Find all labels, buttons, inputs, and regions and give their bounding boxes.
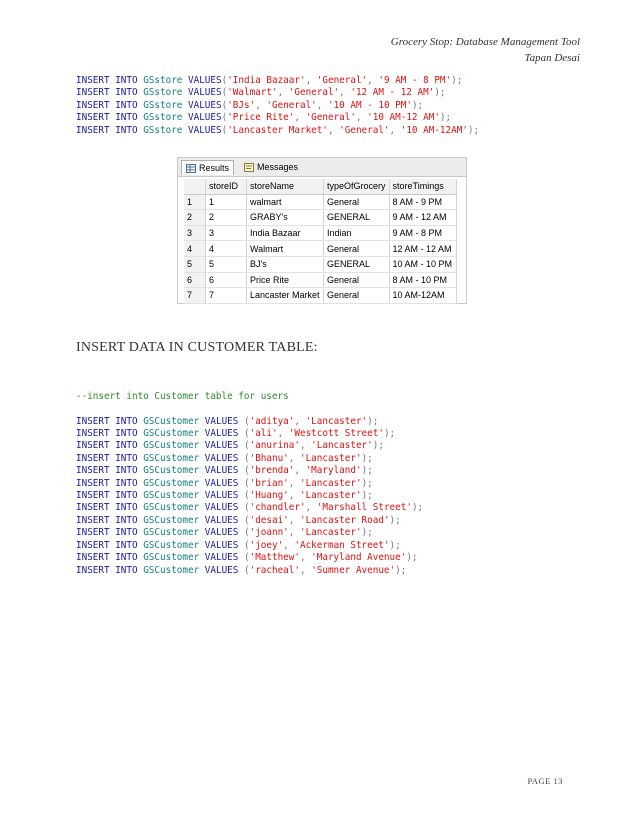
sql-keyword: VALUES — [204, 465, 239, 477]
sql-keyword: INSERT — [76, 124, 110, 136]
sql-keyword: VALUES — [188, 112, 222, 124]
table-cell[interactable]: 7 — [206, 288, 247, 304]
sql-string-literal: 'Huang' — [249, 490, 289, 502]
table-row[interactable] — [184, 256, 456, 272]
sql-string-literal: 'Lancaster Market' — [227, 124, 328, 136]
table-cell[interactable]: 9 AM - 12 AM — [389, 210, 456, 226]
sql-keyword: INTO — [115, 539, 138, 551]
sql-string-literal: 'racheal' — [249, 564, 300, 576]
sql-line: INSERT INTO GSCustomer VALUES ('brian', 'Lancaster'); — [76, 477, 373, 489]
sql-string-literal: 'chandler' — [249, 502, 306, 514]
sql-line: INSERT INTO GSCustomer VALUES ('Matthew', 'Maryland Avenue'); — [76, 552, 418, 564]
results-pane — [177, 157, 467, 304]
sql-keyword: INSERT — [76, 527, 110, 539]
sql-string-literal: 'Lancaster' — [299, 452, 362, 464]
row-number-cell[interactable]: 7 — [184, 288, 206, 304]
column-header[interactable]: typeOfGrocery — [324, 179, 390, 194]
sql-string-literal: 'Walmart' — [227, 87, 278, 99]
sql-keyword: INTO — [115, 112, 138, 124]
sql-keyword: VALUES — [204, 527, 239, 539]
sql-table-name: GSstore — [143, 75, 183, 86]
column-header[interactable]: storeTimings — [389, 179, 456, 194]
table-cell[interactable]: General — [324, 194, 390, 210]
sql-line: INSERT INTO GSstore VALUES('India Bazaar', 'General', '9 AM - 8 PM'); — [76, 75, 463, 86]
sql-table-name: GSCustomer — [143, 490, 200, 502]
sql-string-literal: 'Lancaster' — [299, 527, 362, 539]
sql-keyword: INSERT — [76, 564, 110, 576]
sql-keyword: INTO — [115, 87, 138, 99]
sql-keyword: INSERT — [76, 112, 110, 124]
table-cell[interactable]: General — [324, 272, 390, 288]
sql-string-literal: 'Lancaster' — [299, 477, 362, 489]
sql-comment: --insert into Customer table for users — [76, 390, 289, 402]
sql-keyword: VALUES — [204, 452, 239, 464]
customer-section-heading: INSERT DATA IN CUSTOMER TABLE: — [76, 340, 318, 355]
sql-string-literal: 'Lancaster' — [299, 490, 362, 502]
row-number-cell[interactable]: 2 — [184, 210, 206, 226]
sql-string-literal: 'Lancaster' — [311, 440, 373, 452]
sql-keyword: VALUES — [188, 75, 222, 86]
table-cell[interactable]: General — [324, 288, 390, 304]
table-cell[interactable]: 4 — [206, 241, 247, 257]
row-number-header — [184, 179, 206, 194]
row-number-cell[interactable]: 1 — [184, 194, 206, 210]
sql-string-literal: 'Maryland' — [305, 465, 362, 477]
sql-keyword: INTO — [115, 440, 138, 452]
sql-line: INSERT INTO GSstore VALUES('Lancaster Market', 'General', '10 AM-12AM'); — [76, 124, 480, 136]
sql-line: INSERT INTO GSCustomer VALUES ('chandler', 'Marshall Street'); — [76, 502, 424, 514]
sql-line: INSERT INTO GSCustomer VALUES ('ali', 'Westcott Street'); — [76, 428, 396, 440]
sql-keyword: VALUES — [204, 490, 239, 502]
sql-keyword: INTO — [115, 564, 138, 576]
table-cell[interactable]: BJ's — [247, 256, 324, 272]
sql-keyword: INTO — [115, 502, 138, 514]
table-cell[interactable]: 2 — [206, 210, 247, 226]
sql-string-literal: '12 AM - 12 AM' — [350, 87, 435, 99]
sql-keyword: INSERT — [76, 514, 110, 526]
table-row[interactable] — [184, 210, 456, 226]
table-row[interactable] — [184, 241, 456, 257]
table-cell[interactable]: Lancaster Market — [247, 288, 324, 304]
sql-string-literal: 'Maryland Avenue' — [311, 552, 407, 564]
sql-keyword: INSERT — [76, 477, 110, 489]
sql-string-literal: 'General' — [305, 112, 356, 124]
sql-keyword: VALUES — [204, 440, 239, 452]
sql-table-name: GSstore — [143, 87, 183, 99]
sql-table-name: GSCustomer — [143, 502, 200, 514]
sql-keyword: VALUES — [188, 124, 222, 136]
sql-table-name: GSstore — [143, 112, 183, 124]
sql-line: INSERT INTO GSCustomer VALUES ('anurina', 'Lancaster'); — [76, 440, 384, 452]
tab-results-label: Results — [199, 163, 230, 173]
sql-keyword: INTO — [115, 465, 138, 477]
sql-keyword: INTO — [115, 527, 138, 539]
sql-line: INSERT INTO GSCustomer VALUES ('Huang', 'Lancaster'); — [76, 490, 373, 502]
table-cell[interactable]: General — [324, 241, 390, 257]
table-cell[interactable]: walmart — [247, 194, 324, 210]
sql-string-literal: 'Westcott Street' — [288, 428, 384, 440]
sql-keyword: INSERT — [76, 502, 110, 514]
table-cell[interactable]: 8 AM - 10 PM — [389, 272, 456, 288]
sql-keyword: INSERT — [76, 75, 110, 86]
sql-keyword: INSERT — [76, 465, 110, 477]
table-cell[interactable]: GRABY's — [247, 210, 324, 226]
table-cell[interactable]: GENERAL — [324, 256, 390, 272]
sql-keyword: VALUES — [204, 552, 239, 564]
sql-keyword: INSERT — [76, 452, 110, 464]
tab-results[interactable] — [181, 160, 234, 175]
sql-keyword: VALUES — [204, 415, 239, 427]
sql-keyword: INTO — [115, 124, 138, 136]
sql-table-name: GSCustomer — [143, 440, 200, 452]
sql-keyword: INTO — [115, 75, 138, 86]
sql-keyword: INSERT — [76, 490, 110, 502]
results-grid — [184, 179, 457, 304]
sql-keyword: INTO — [115, 428, 138, 440]
sql-table-name: GSCustomer — [143, 415, 200, 427]
sql-line: INSERT INTO GSCustomer VALUES ('joann', 'Lancaster'); — [76, 527, 373, 539]
table-row[interactable] — [184, 194, 456, 210]
table-cell[interactable]: Walmart — [247, 241, 324, 257]
sql-table-name: GSstore — [143, 99, 183, 111]
row-number-cell[interactable]: 5 — [184, 256, 206, 272]
sql-table-name: GSCustomer — [143, 539, 200, 551]
sql-table-name: GSCustomer — [143, 477, 200, 489]
sql-line: INSERT INTO GSstore VALUES('Walmart', 'General', '12 AM - 12 AM'); — [76, 87, 446, 99]
sql-keyword: VALUES — [204, 539, 239, 551]
sql-string-literal: 'Sumner Avenue' — [311, 564, 396, 576]
sql-string-literal: 'joann' — [249, 527, 289, 539]
sql-table-name: GSCustomer — [143, 465, 200, 477]
page-header — [391, 34, 580, 66]
sql-keyword: INTO — [115, 490, 138, 502]
column-header[interactable]: storeID — [206, 179, 247, 194]
table-cell[interactable]: 8 AM - 9 PM — [389, 194, 456, 210]
table-cell[interactable]: India Bazaar — [247, 225, 324, 241]
sql-keyword: INTO — [115, 99, 138, 111]
table-cell[interactable]: 1 — [206, 194, 247, 210]
sql-keyword: INSERT — [76, 440, 110, 452]
sql-line: INSERT INTO GSstore VALUES('Price Rite', 'General', '10 AM-12 AM'); — [76, 112, 452, 124]
sql-table-name: GSCustomer — [143, 514, 200, 526]
table-row[interactable] — [184, 272, 456, 288]
table-cell[interactable]: 10 AM-12AM — [389, 288, 456, 304]
sql-keyword: INTO — [115, 452, 138, 464]
sql-table-name: GSCustomer — [143, 428, 200, 440]
sql-string-literal: 'Lancaster Road' — [299, 514, 390, 526]
row-number-cell[interactable]: 4 — [184, 241, 206, 257]
sql-keyword: INSERT — [76, 99, 110, 111]
sql-keyword: VALUES — [204, 477, 239, 489]
row-number-cell[interactable]: 6 — [184, 272, 206, 288]
tab-messages[interactable] — [240, 160, 302, 174]
sql-string-literal: 'Bhanu' — [249, 452, 289, 464]
sql-table-name: GSCustomer — [143, 452, 200, 464]
sql-string-literal: 'ali' — [249, 428, 278, 440]
table-cell[interactable]: Indian — [324, 225, 390, 241]
sql-string-literal: '10 AM - 10 PM' — [327, 99, 412, 111]
tab-messages-label: Messages — [257, 162, 299, 172]
sql-keyword: INSERT — [76, 552, 110, 564]
sql-string-literal: 'India Bazaar' — [227, 75, 306, 86]
sql-string-literal: 'General' — [266, 99, 317, 111]
row-number-cell[interactable]: 3 — [184, 225, 206, 241]
sql-table-name: GSCustomer — [143, 552, 200, 564]
sql-keyword: INTO — [115, 514, 138, 526]
sql-string-literal: 'Matthew' — [249, 552, 300, 564]
sql-keyword: INSERT — [76, 428, 110, 440]
sql-keyword: INTO — [115, 415, 138, 427]
sql-line: INSERT INTO GSCustomer VALUES ('joey', 'Ackerman Street'); — [76, 539, 401, 551]
sql-keyword: VALUES — [204, 428, 239, 440]
sql-string-literal: 'brian' — [249, 477, 289, 489]
sql-table-name: GSstore — [143, 124, 183, 136]
table-cell[interactable]: 12 AM - 12 AM — [389, 241, 456, 257]
sql-string-literal: 'General' — [316, 75, 368, 86]
table-cell[interactable]: 10 AM - 10 PM — [389, 256, 456, 272]
results-header-row — [184, 179, 456, 194]
table-cell[interactable]: 6 — [206, 272, 247, 288]
sql-string-literal: 'desai' — [249, 514, 289, 526]
sql-line: INSERT INTO GSCustomer VALUES ('aditya', 'Lancaster'); — [76, 415, 379, 427]
sql-string-literal: '10 AM-12 AM' — [367, 112, 440, 124]
table-cell[interactable]: Price Rite — [247, 272, 324, 288]
sql-line: INSERT INTO GSCustomer VALUES ('desai', 'Lancaster Road'); — [76, 514, 401, 526]
sql-line: INSERT INTO GSCustomer VALUES ('brenda', 'Maryland'); — [76, 465, 373, 477]
column-header[interactable]: storeName — [247, 179, 324, 194]
store-insert-code — [76, 75, 479, 137]
table-row[interactable] — [184, 288, 456, 304]
table-cell[interactable]: 9 AM - 8 PM — [389, 225, 456, 241]
messages-icon — [244, 163, 254, 172]
sql-table-name: GSCustomer — [143, 564, 200, 576]
table-row[interactable] — [184, 225, 456, 241]
customer-insert-code — [76, 366, 423, 577]
sql-string-literal: 'General' — [288, 87, 340, 99]
sql-keyword: INSERT — [76, 539, 110, 551]
sql-keyword: INTO — [115, 552, 138, 564]
sql-string-literal: '9 AM - 8 PM' — [378, 75, 452, 86]
sql-string-literal: 'anurina' — [249, 440, 300, 452]
table-cell[interactable]: 5 — [206, 256, 247, 272]
sql-string-literal: 'Ackerman Street' — [294, 539, 390, 551]
sql-table-name: GSCustomer — [143, 527, 200, 539]
sql-string-literal: 'joey' — [249, 539, 284, 551]
document-author: Tapan Desai — [524, 52, 580, 64]
sql-string-literal: 'Marshall Street' — [316, 502, 412, 514]
table-cell[interactable]: 3 — [206, 225, 247, 241]
table-cell[interactable]: GENERAL — [324, 210, 390, 226]
sql-string-literal: '10 AM-12AM' — [400, 124, 468, 136]
sql-line: INSERT INTO GSCustomer VALUES ('Bhanu', 'Lancaster'); — [76, 452, 373, 464]
sql-string-literal: 'aditya' — [249, 415, 295, 427]
sql-keyword: VALUES — [188, 99, 222, 111]
sql-line: INSERT INTO GSCustomer VALUES ('racheal', 'Sumner Avenue'); — [76, 564, 407, 576]
sql-keyword: VALUES — [204, 502, 239, 514]
sql-string-literal: 'brenda' — [249, 465, 295, 477]
results-grid-icon — [186, 164, 196, 173]
sql-string-literal: 'Lancaster' — [305, 415, 368, 427]
sql-keyword: INSERT — [76, 415, 110, 427]
sql-keyword: VALUES — [204, 514, 239, 526]
sql-line: INSERT INTO GSstore VALUES('BJs', 'General', '10 AM - 10 PM'); — [76, 99, 424, 111]
sql-keyword: INTO — [115, 477, 138, 489]
sql-keyword: VALUES — [204, 564, 239, 576]
sql-string-literal: 'Price Rite' — [227, 112, 295, 124]
sql-string-literal: 'General' — [339, 124, 390, 136]
sql-keyword: INSERT — [76, 87, 110, 99]
page-number: PAGE 13 — [527, 776, 563, 786]
sql-string-literal: 'BJs' — [227, 99, 256, 111]
sql-keyword: VALUES — [188, 87, 222, 99]
results-tabbar — [178, 158, 466, 177]
document-title: Grocery Stop: Database Management Tool — [390, 36, 580, 48]
